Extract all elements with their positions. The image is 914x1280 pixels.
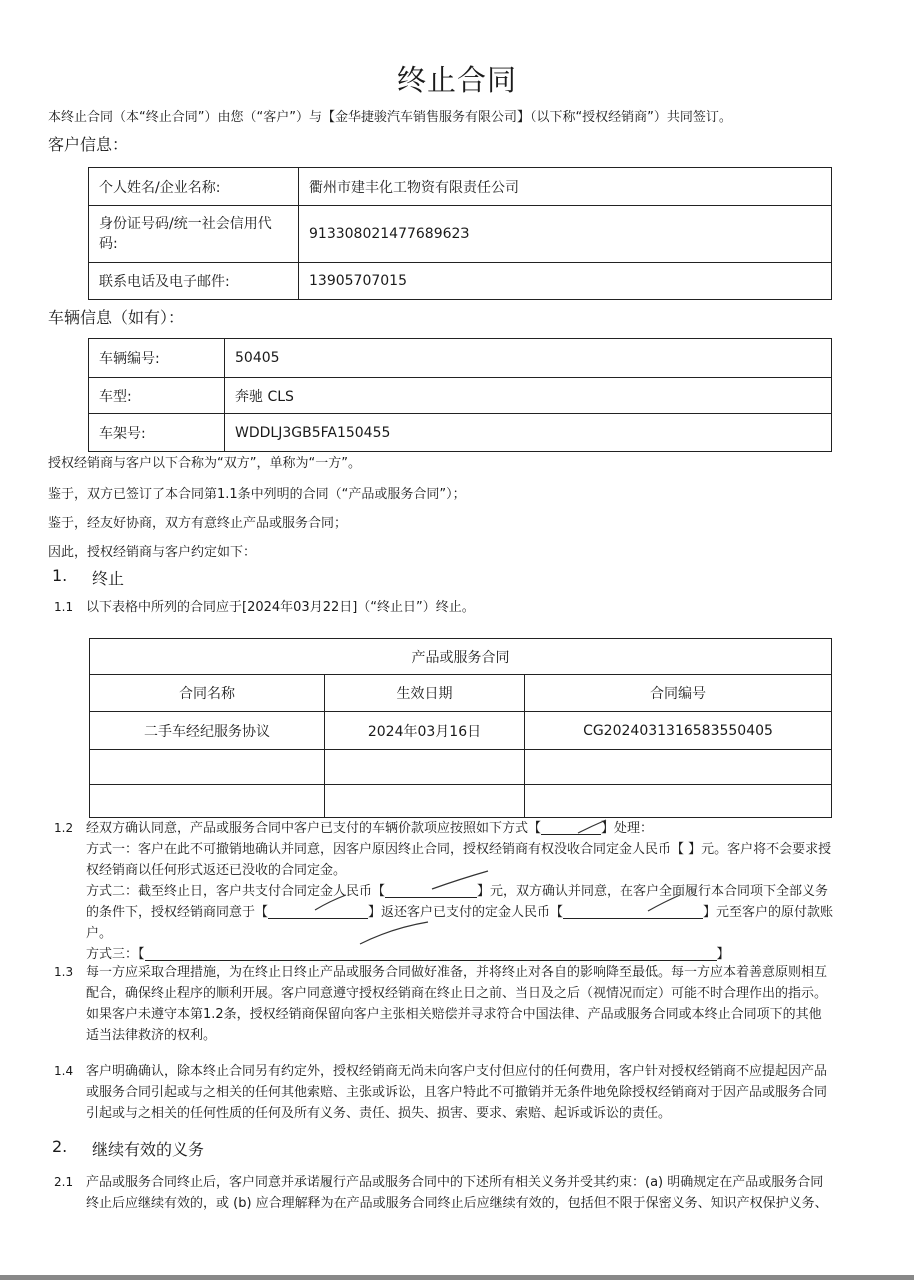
- vehicle-value-vin: WDDLJ3GB5FA150455: [225, 414, 832, 452]
- recital-whereas-2: 鉴于，经友好协商，双方有意终止产品或服务合同；: [48, 516, 348, 531]
- customer-value-name: 衢州市建丰化工物资有限责任公司: [299, 168, 832, 206]
- clause-1-3-text: [86, 962, 886, 1046]
- clause-2-1-number: 2.1: [54, 1175, 74, 1189]
- method-2-part-c: 的条件下，授权经销商同意于【: [86, 905, 269, 920]
- contract-cell-number: CG2024031316583550405: [525, 712, 832, 750]
- method-1-line-1: 方式一：客户在此不可撤销地确认并同意，因客户原因终止合同，授权经销商有权没收合同定金人民币【 】元。客户将不会要求授: [86, 842, 832, 857]
- clause-1-3-line: 如果客户未遵守本第1.2条，授权经销商保留向客户主张相关赔偿并寻求符合中国法律、产品或服务合同或本终止合同项下的其他: [86, 1007, 822, 1022]
- clause-1-3-line: 适当法律救济的权利。: [86, 1028, 217, 1043]
- section-2-number: 2.: [52, 1137, 68, 1156]
- clause-1-3-line: 每一方应采取合理措施，为在终止日终止产品或服务合同做好准备，并将终止对各自的影响降至最低。每一方应本着善意原则相互: [86, 965, 828, 980]
- contract-table-caption: 产品或服务合同: [90, 639, 832, 675]
- customer-value-contact: 13905707015: [299, 263, 832, 300]
- contract-header-name: 合同名称: [90, 675, 325, 712]
- contract-cell-date: 2024年03月16日: [325, 712, 525, 750]
- method-3-part-b: 】: [716, 947, 730, 962]
- method-2-part-d: 】返还客户已支付的定金人民币【: [368, 905, 564, 920]
- method-2-part-e: 】元至客户的原付款账: [703, 905, 834, 920]
- vehicle-label-model: 车型:: [89, 378, 225, 414]
- contract-header-date: 生效日期: [325, 675, 525, 712]
- customer-label-contact: 联系电话及电子邮件:: [89, 263, 299, 300]
- customer-label-name: 个人姓名/企业名称:: [89, 168, 299, 206]
- contract-cell-name: 二手车经纪服务协议: [90, 712, 325, 750]
- clause-1-1-text: 以下表格中所列的合同应于[2024年03月22日]（“终止日”）终止。: [86, 600, 475, 615]
- clause-1-4-line: 引起或与之相关的任何性质的任何及所有义务、责任、损失、损害、要求、索赔、起诉或诉讼的责任。: [86, 1106, 672, 1121]
- clause-2-1-text: [86, 1172, 886, 1214]
- vehicle-value-number: 50405: [225, 339, 832, 378]
- vehicle-value-model: 奔驰 CLS: [225, 378, 832, 414]
- clause-1-2-number: 1.2: [54, 821, 74, 835]
- clause-2-1-line: 终止后应继续有效的，或 (b) 应合理解释为在产品或服务合同终止后应继续有效的，包括但不限于保密义务、知识产权保护义务、: [86, 1196, 828, 1211]
- clause-1-3-line: 配合，确保终止程序的顺利开展。客户同意遵守授权经销商在终止日之前、当日及之后（视情况而定）可能不时合理作出的指示。: [86, 986, 828, 1001]
- contract-header-number: 合同编号: [525, 675, 832, 712]
- strike-mark: [315, 895, 346, 910]
- section-1-number: 1.: [52, 566, 68, 585]
- scan-bottom-edge: [0, 1275, 914, 1280]
- section-1-title: 终止: [92, 569, 125, 588]
- vehicle-label-number: 车辆编号:: [89, 339, 225, 378]
- clause-1-4-line: 或服务合同引起或与之相关的任何其他索赔、主张或诉讼，且客户特此不可撤销并无条件地免除授权经销商对于因产品或服务合同: [86, 1085, 828, 1100]
- recital-whereas-1: 鉴于，双方已签订了本合同第1.1条中列明的合同（“产品或服务合同”）；: [48, 487, 466, 502]
- customer-value-id: 91330802147768962З: [299, 206, 832, 263]
- clause-1-3-number: 1.3: [54, 965, 74, 979]
- clause-1-2-line-1a: 经双方确认同意，产品或服务合同中客户已支付的车辆价款项应按照如下方式【: [86, 821, 542, 836]
- strike-mark: [578, 820, 606, 833]
- vehicle-info-heading: 车辆信息（如有）：: [48, 308, 185, 327]
- method-1-line-2: 权经销商以任何形式返还已没收的合同定金。: [86, 863, 347, 878]
- clause-1-4-line: 客户明确确认，除本终止合同另有约定外，授权经销商无尚未向客户支付但应付的任何费用，客户针对授权经销商不应提起因产品: [86, 1064, 828, 1079]
- customer-info-heading: 客户信息：: [48, 135, 129, 154]
- method-2-part-a: 方式二：截至终止日，客户共支付合同定金人民币【: [86, 884, 386, 899]
- strike-mark: [648, 895, 680, 911]
- customer-label-id: 身份证号码/统一社会信用代码:: [89, 206, 299, 263]
- strike-mark: [432, 871, 488, 889]
- clause-1-4-text: [86, 1061, 886, 1124]
- recital-therefore: 因此，授权经销商与客户约定如下：: [48, 545, 257, 560]
- method-2-line-3: 户。: [86, 926, 113, 941]
- clause-1-2-line-1b: 】处理：: [601, 821, 654, 836]
- vehicle-label-vin: 车架号:: [89, 414, 225, 452]
- method-2-part-b: 】元，双方确认并同意，在客户全面履行本合同项下全部义务: [477, 884, 829, 899]
- document-title: 终止合同: [396, 63, 517, 97]
- intro-paragraph: 本终止合同（本“终止合同”）由您（“客户”）与【金华捷骏汽车销售服务有限公司】（以下称“授权经销商”）共同签订。: [48, 110, 732, 125]
- clause-2-1-line: 产品或服务合同终止后，客户同意并承诺履行产品或服务合同中的下述所有相关义务并受其约束：(a) 明确规定在产品或服务合同: [86, 1175, 824, 1190]
- recital-parties: 授权经销商与客户以下合称为“双方”，单称为“一方”。: [48, 456, 361, 471]
- method-3-part-a: 方式三：【: [86, 947, 145, 962]
- clause-1-4-number: 1.4: [54, 1064, 74, 1078]
- clause-1-1-number: 1.1: [54, 600, 74, 614]
- strike-mark: [360, 922, 428, 944]
- section-2-title: 继续有效的义务: [92, 1140, 205, 1159]
